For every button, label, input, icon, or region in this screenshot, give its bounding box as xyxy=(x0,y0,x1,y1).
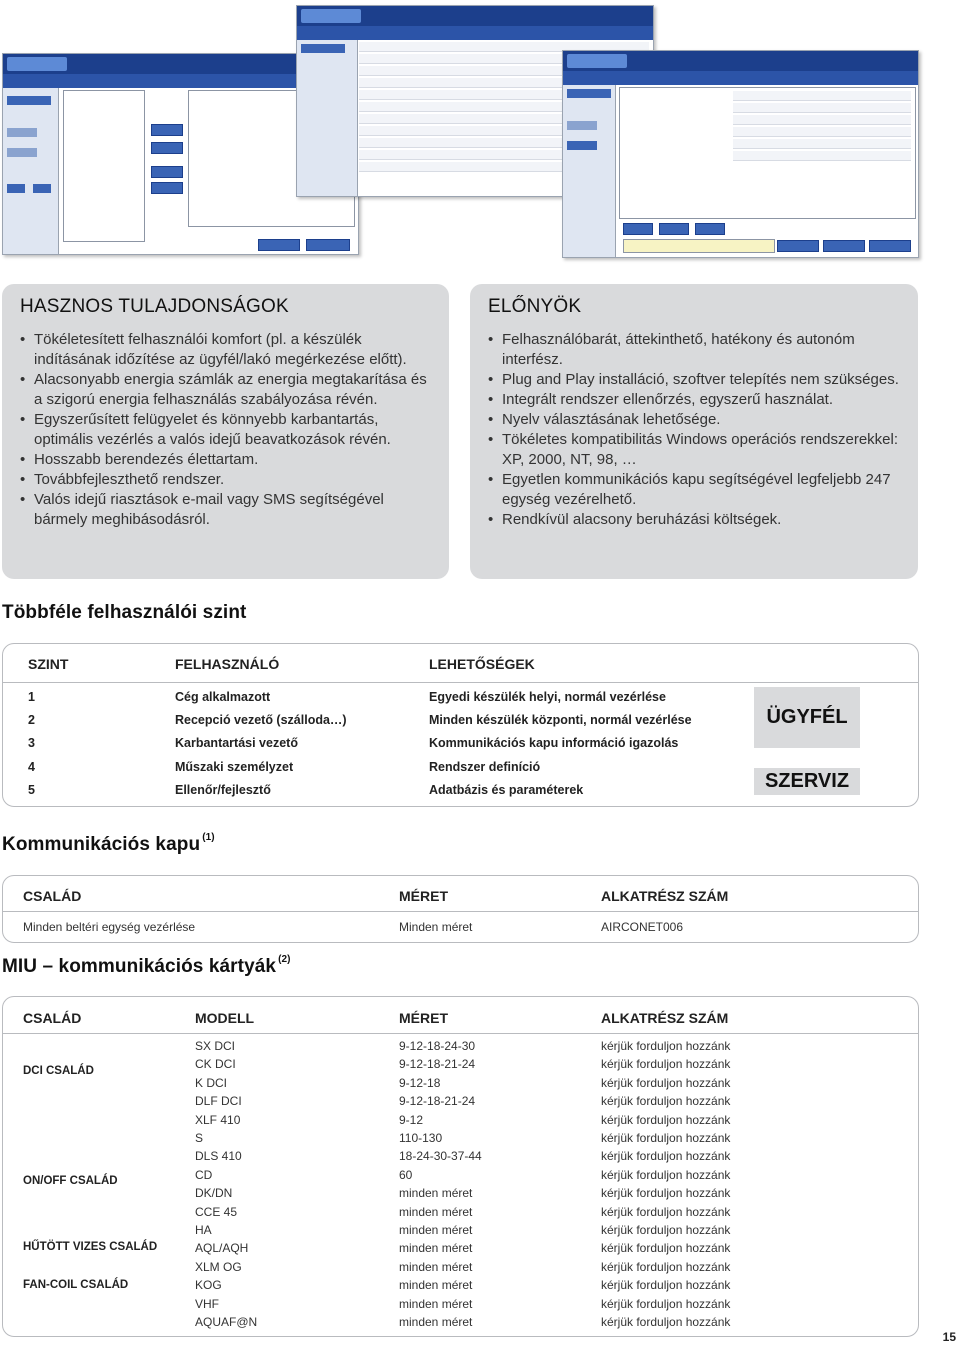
miu-part-number: kérjük forduljon hozzánk xyxy=(601,1075,731,1090)
column-header: MODELL xyxy=(195,1010,255,1026)
level-number: 1 xyxy=(28,690,35,704)
miu-part-number: kérjük forduljon hozzánk xyxy=(601,1259,731,1274)
column-header: FELHASZNÁLÓ xyxy=(175,656,280,672)
level-options: Kommunikációs kapu információ igazolás xyxy=(429,736,679,750)
miu-part-number: kérjük forduljon hozzánk xyxy=(601,1094,731,1109)
list-item: • Továbbfejleszthető rendszer. xyxy=(20,470,433,490)
column-header: ALKATRÉSZ SZÁM xyxy=(601,1010,729,1026)
miu-table xyxy=(2,996,919,1337)
miu-model: CK DCI xyxy=(195,1057,236,1072)
miu-size: 9-12 xyxy=(399,1112,424,1127)
miu-model: DK/DN xyxy=(195,1186,233,1201)
customer-badge: ÜGYFÉL xyxy=(754,687,860,748)
miu-size: 110-130 xyxy=(399,1131,443,1145)
gateway-size: Minden méret xyxy=(399,920,473,934)
list-item: • Alacsonyabb energia számlák az energia megtakarítása és a szigorú energia felhasználás szabályozása révén. xyxy=(20,370,433,410)
miu-size: minden méret xyxy=(399,1223,473,1237)
advantages-title: ELŐNYÖK xyxy=(488,296,582,317)
levels-heading: Többféle felhasználói szint xyxy=(2,602,247,623)
miu-model: S xyxy=(195,1131,204,1145)
features-panel xyxy=(2,284,449,579)
miu-part-number: kérjük forduljon hozzánk xyxy=(601,1131,731,1145)
miu-size: minden méret xyxy=(399,1241,473,1256)
miu-model: HA xyxy=(195,1223,212,1237)
miu-size: minden méret xyxy=(399,1296,473,1311)
miu-size: 9-12-18-21-24 xyxy=(399,1057,476,1072)
list-item: • Hosszabb berendezés élettartam. xyxy=(20,450,433,470)
miu-size: 9-12-18 xyxy=(399,1075,441,1090)
list-item: • Plug and Play installáció, szoftver telepítés nem szükséges. xyxy=(488,370,902,390)
column-header: CSALÁD xyxy=(23,888,82,904)
advantages-panel xyxy=(470,284,918,579)
miu-part-number: kérjük forduljon hozzánk xyxy=(601,1039,731,1053)
miu-part-number: kérjük forduljon hozzánk xyxy=(601,1186,731,1201)
family-label: HŰTÖTT VIZES CSALÁD xyxy=(23,1241,158,1253)
level-user: Műszaki személyzet xyxy=(175,760,294,774)
levels-table xyxy=(2,643,919,807)
miu-part-number: kérjük forduljon hozzánk xyxy=(601,1167,731,1182)
column-header: ALKATRÉSZ SZÁM xyxy=(601,888,729,904)
level-user: Ellenőr/fejlesztő xyxy=(175,783,271,797)
miu-model: DLF DCI xyxy=(195,1094,242,1109)
miu-size: 18-24-30-37-44 xyxy=(399,1149,482,1164)
miu-part-number: kérjük forduljon hozzánk xyxy=(601,1204,731,1219)
advantages-list xyxy=(488,330,902,530)
level-number: 5 xyxy=(28,783,35,797)
miu-model: K DCI xyxy=(195,1075,228,1090)
level-number: 3 xyxy=(28,736,35,750)
level-options: Minden készülék központi, normál vezérlése xyxy=(429,713,692,727)
miu-size: 9-12-18-21-24 xyxy=(399,1094,476,1109)
footnote-marker: (1) xyxy=(202,832,215,843)
miu-model: DLS 410 xyxy=(195,1149,242,1164)
gateway-table xyxy=(2,875,919,943)
miu-size: minden méret xyxy=(399,1259,473,1274)
miu-part-number: kérjük forduljon hozzánk xyxy=(601,1149,731,1164)
miu-model: AQUAF@N xyxy=(195,1315,258,1329)
list-item: • Felhasználóbarát, áttekinthető, hatékony és autonóm interfész. xyxy=(488,330,902,370)
miu-size: 9-12-18-24-30 xyxy=(399,1039,476,1053)
miu-part-number: kérjük forduljon hozzánk xyxy=(601,1112,731,1127)
list-item: • Valós idejű riasztások e-mail vagy SMS segítségével bármely meghibásodásról. xyxy=(20,490,433,530)
list-item: • Nyelv választásának lehetősége. xyxy=(488,410,902,430)
level-number: 2 xyxy=(28,713,35,727)
column-header: MÉRET xyxy=(399,1010,448,1026)
service-badge: SZERVIZ xyxy=(754,768,860,795)
features-list xyxy=(20,330,433,530)
miu-model: VHF xyxy=(195,1296,219,1311)
gateway-part-number: AIRCONET006 xyxy=(601,920,684,934)
level-number: 4 xyxy=(28,760,35,774)
miu-part-number: kérjük forduljon hozzánk xyxy=(601,1241,731,1256)
features-title: HASZNOS TULAJDONSÁGOK xyxy=(20,296,289,317)
level-options: Adatbázis és paraméterek xyxy=(429,783,584,797)
gateway-family: Minden beltéri egység vezérlése xyxy=(23,920,196,934)
miu-model: AQL/AQH xyxy=(195,1241,249,1256)
family-label: ON/OFF CSALÁD xyxy=(23,1175,118,1187)
level-user: Recepció vezető (szálloda…) xyxy=(175,713,347,727)
miu-model: XLF 410 xyxy=(195,1112,241,1127)
miu-model: CD xyxy=(195,1167,213,1182)
miu-part-number: kérjük forduljon hozzánk xyxy=(601,1296,731,1311)
screenshot-program-schedule xyxy=(562,50,919,258)
gateway-heading-text: Kommunikációs kapu xyxy=(2,834,201,855)
miu-part-number: kérjük forduljon hozzánk xyxy=(601,1315,731,1329)
column-header: CSALÁD xyxy=(23,1010,82,1026)
miu-model: SX DCI xyxy=(195,1039,236,1053)
miu-part-number: kérjük forduljon hozzánk xyxy=(601,1057,731,1072)
level-options: Egyedi készülék helyi, normál vezérlése xyxy=(429,690,666,704)
list-item: • Egyetlen kommunikációs kapu segítségével legfeljebb 247 egység vezérelhető. xyxy=(488,470,902,510)
list-item: • Tökéletesített felhasználói komfort (pl. a készülék indításának időzítése az ügyfél/lakó megérkezése előtt). xyxy=(20,330,433,370)
miu-heading xyxy=(2,956,291,978)
miu-size: minden méret xyxy=(399,1315,473,1329)
page-number: 15 xyxy=(942,1330,956,1344)
family-label: FAN-COIL CSALÁD xyxy=(23,1279,129,1291)
family-label: DCI CSALÁD xyxy=(23,1065,94,1077)
miu-model: CCE 45 xyxy=(195,1204,238,1219)
list-item: • Tökéletes kompatibilitás Windows operációs rendszerekkel: XP, 2000, NT, 98, … xyxy=(488,430,902,470)
miu-size: minden méret xyxy=(399,1204,473,1219)
column-header: MÉRET xyxy=(399,888,448,904)
footnote-marker: (2) xyxy=(278,954,291,965)
miu-size: minden méret xyxy=(399,1278,473,1293)
level-user: Karbantartási vezető xyxy=(175,736,298,750)
list-item: • Rendkívül alacsony beruházási költségek. xyxy=(488,510,902,530)
column-header: SZINT xyxy=(28,656,69,672)
list-item: • Integrált rendszer ellenőrzés, egyszerű használat. xyxy=(488,390,902,410)
gateway-heading xyxy=(2,834,215,856)
miu-heading-text: MIU – kommunikációs kártyák xyxy=(2,956,277,977)
miu-size: 60 xyxy=(399,1167,413,1182)
level-user: Cég alkalmazott xyxy=(175,690,271,704)
miu-size: minden méret xyxy=(399,1186,473,1201)
list-item: • Egyszerűsített felügyelet és könnyebb karbantartás, optimális vezérlés a valós idejű beavatkozások révén. xyxy=(20,410,433,450)
level-options: Rendszer definíció xyxy=(429,760,541,774)
miu-model: XLM OG xyxy=(195,1259,242,1274)
miu-part-number: kérjük forduljon hozzánk xyxy=(601,1223,731,1237)
miu-part-number: kérjük forduljon hozzánk xyxy=(601,1278,731,1293)
miu-model: KOG xyxy=(195,1278,222,1293)
column-header: LEHETŐSÉGEK xyxy=(429,656,535,672)
